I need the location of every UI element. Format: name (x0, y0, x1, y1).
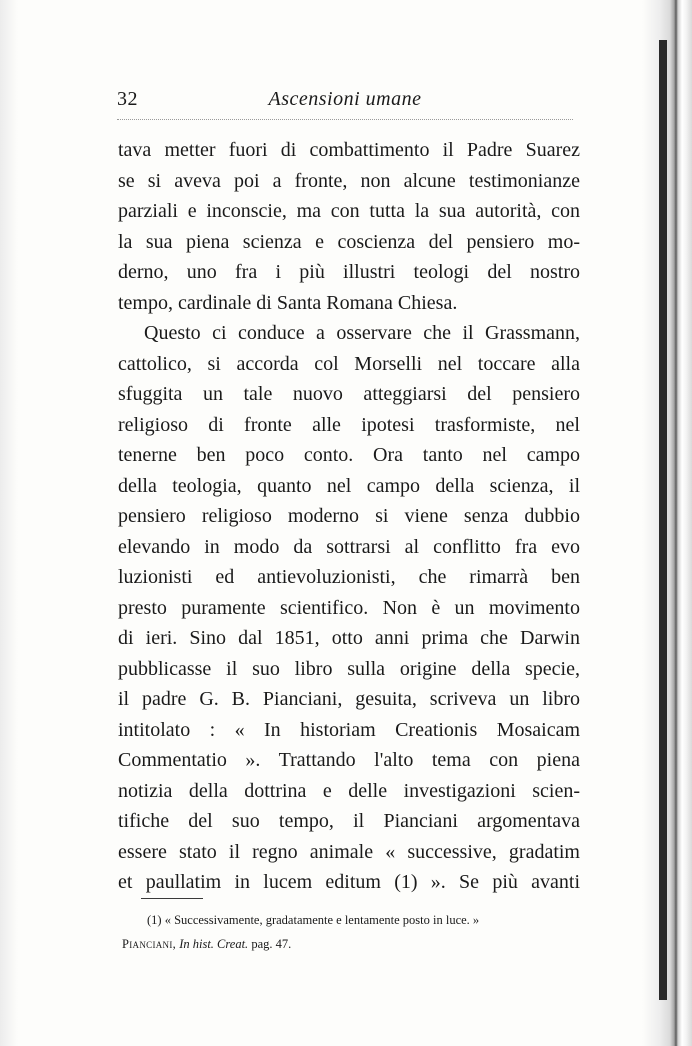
text-line: tenerne ben poco conto. Ora tanto nel campo (118, 444, 580, 466)
text-line: intitolato : « In historiam Creationis Mosaicam (118, 718, 580, 741)
footnote-text: « Successivamente, gradatamente e lentamente posto in luce. » (164, 913, 480, 927)
footnote-author: Pianciani, (122, 937, 177, 951)
text-line: Questo ci conduce a osservare che il Grassmann, (144, 322, 580, 344)
text-line: pubblicasse il suo libro sulla origine della specie, (118, 657, 580, 680)
text-line: essere stato il regno animale « successive, gradatim (118, 840, 580, 863)
text-line: notizia della dottrina e delle investigazioni scien- (118, 779, 580, 802)
spine-binding-line (659, 40, 667, 1000)
page-number: 32 (117, 88, 138, 110)
footnote-rule (141, 898, 203, 899)
text-line: della teologia, quanto nel campo della scienza, il (118, 474, 580, 497)
footnote-line (122, 908, 578, 932)
text-line: cattolico, si accorda col Morselli nel toccare alla (118, 352, 580, 375)
text-line: presto puramente scientifico. Non è un movimento (118, 596, 580, 619)
text-line: pensiero religioso moderno si viene senza dubbio (118, 505, 580, 527)
text-line: di ieri. Sino dal 1851, otto anni prima che Darwin (118, 627, 580, 649)
text-line: tempo, cardinale di Santa Romana Chiesa. (118, 291, 458, 314)
text-line: se si aveva poi a fronte, non alcune testimonianze (118, 169, 580, 192)
text-line: sfuggita un tale nuovo atteggiarsi del pensiero (118, 383, 580, 405)
running-title: Ascensioni umane (268, 88, 422, 110)
header-rule (117, 119, 573, 120)
text-line: derno, uno fra i più illustri teologi del nostro (118, 261, 580, 283)
text-line: Commentatio ». Trattando l'alto tema con piena (118, 749, 580, 771)
text-line: elevando in modo da sottrarsi al conflitto fra evo (118, 535, 580, 558)
footnote-page-ref: pag. 47. (251, 937, 292, 951)
footnote-marker: (1) (147, 913, 162, 927)
footnote (122, 908, 578, 956)
page-edge-shadow (0, 0, 18, 1046)
text-line: et paullatim in lucem editum (1) ». Se più avanti (118, 871, 580, 893)
book-spine (642, 0, 692, 1046)
text-line: parziali e inconscie, ma con tutta la sua autorità, con (118, 200, 580, 222)
text-line: religioso di fronte alle ipotesi trasformiste, nel (118, 413, 580, 436)
page-header (117, 88, 573, 118)
text-line: il padre G. B. Pianciani, gesuita, scriveva un libro (118, 688, 580, 710)
body-text (118, 135, 580, 898)
text-line: la sua piena scienza e coscienza del pensiero mo- (118, 230, 580, 253)
text-line: tifiche del suo tempo, il Pianciani argomentava (118, 810, 580, 832)
footnote-line (122, 932, 578, 956)
footnote-work: In hist. Creat. (179, 937, 249, 951)
text-line: tava metter fuori di combattimento il Padre Suarez (118, 139, 580, 161)
text-line: luzionisti ed antievoluzionisti, che rimarrà ben (118, 566, 580, 588)
